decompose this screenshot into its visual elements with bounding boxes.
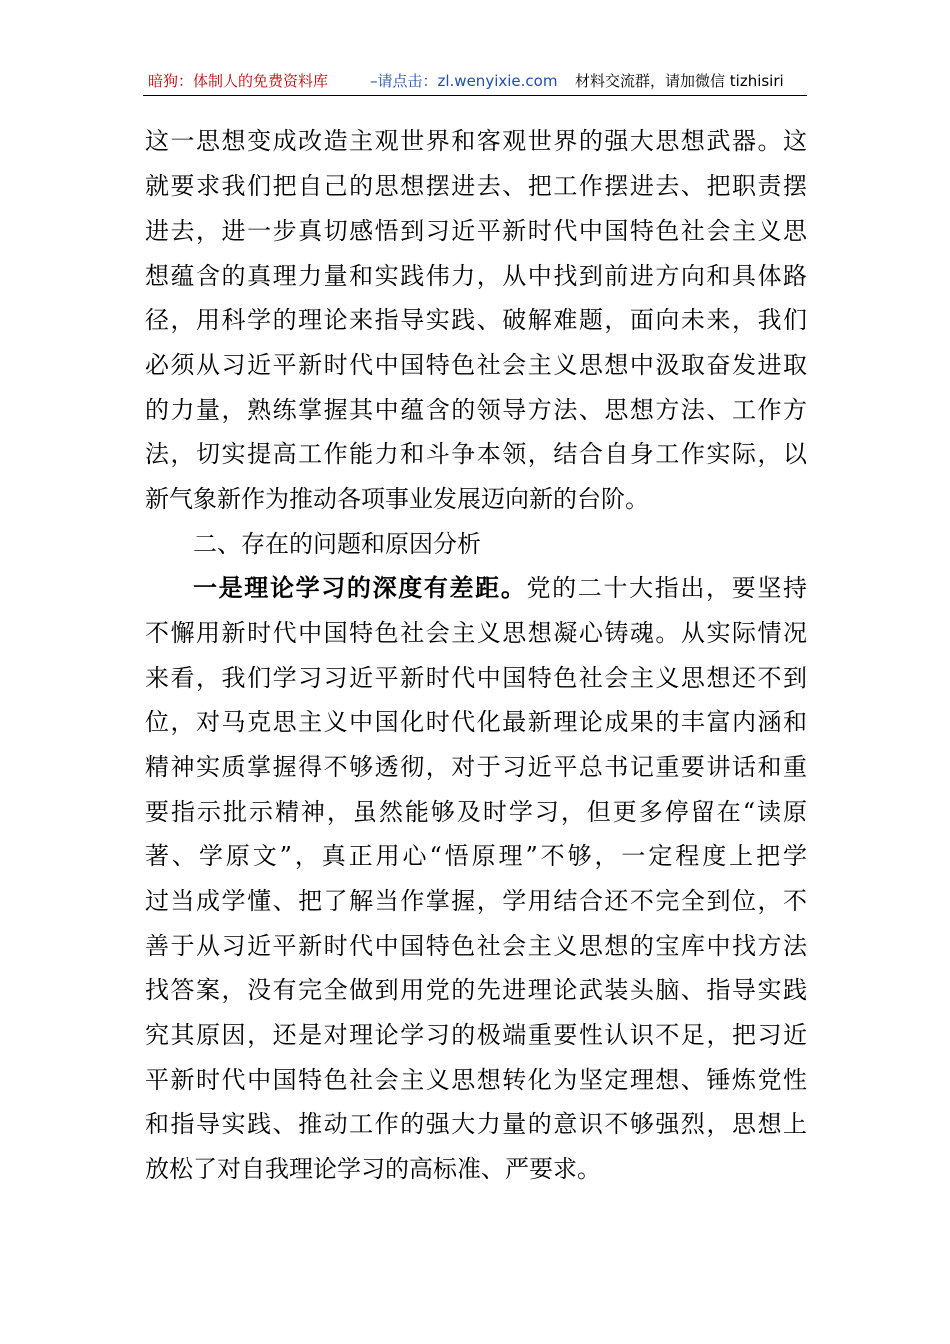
paragraph-line: 进去，进一步真切感悟到习近平新时代中国特色社会主义思	[145, 217, 807, 245]
section-heading: 二、存在的问题和原因分析	[193, 530, 481, 558]
header-link[interactable]: –请点击：zl.wenyixie.com	[370, 72, 558, 90]
paragraph-line: 善于从习近平新时代中国特色社会主义思想的宝库中找方法	[145, 932, 807, 960]
paragraph-line: 的力量，熟练掌握其中蕴含的领导方法、思想方法、工作方	[145, 396, 807, 424]
paragraph-line: 不懈用新时代中国特色社会主义思想凝心铸魂。从实际情况	[145, 619, 807, 647]
paragraph-line: 究其原因，还是对理论学习的极端重要性认识不足，把习近	[145, 1021, 807, 1049]
paragraph-line: 这一思想变成改造主观世界和客观世界的强大思想武器。这	[145, 127, 807, 155]
paragraph-line: 法，切实提高工作能力和斗争本领，结合自身工作实际，以	[145, 440, 807, 468]
header-divider	[143, 95, 807, 96]
paragraph-line: 平新时代中国特色社会主义思想转化为坚定理想、锤炼党性	[145, 1066, 807, 1094]
paragraph-first-line	[193, 566, 807, 610]
paragraph-line: 位，对马克思主义中国化时代化最新理论成果的丰富内涵和	[145, 708, 807, 736]
paragraph-line: 径，用科学的理论来指导实践、破解难题，面向未来，我们	[145, 306, 807, 334]
paragraph-line: 必须从习近平新时代中国特色社会主义思想中汲取奋发进取	[145, 351, 807, 379]
paragraph-line: 精神实质掌握得不够透彻，对于习近平总书记重要讲话和重	[145, 753, 807, 781]
paragraph-line: 要指示批示精神，虽然能够及时学习，但更多停留在“读原	[145, 798, 807, 826]
page-header	[0, 68, 950, 94]
lead-bold-phrase: 一是理论学习的深度有差距。	[193, 574, 527, 602]
paragraph-line: 放松了对自我理论学习的高标准、严要求。	[145, 1155, 601, 1183]
paragraph-line: 过当成学懂、把了解当作掌握，学用结合还不完全到位，不	[145, 887, 807, 915]
paragraph-line: 来看，我们学习习近平新时代中国特色社会主义思想还不到	[145, 664, 807, 692]
paragraph-line: 和指导实践、推动工作的强大力量的意识不够强烈，思想上	[145, 1110, 807, 1138]
paragraph-line: 就要求我们把自己的思想摆进去、把工作摆进去、把职责摆	[145, 172, 807, 200]
header-wechat-note: 材料交流群，请加微信 tizhisiri	[575, 72, 784, 90]
header-site-name: 暗狗：体制人的免费资料库	[148, 72, 329, 90]
paragraph-line: 想蕴含的真理力量和实践伟力，从中找到前进方向和具体路	[145, 262, 807, 290]
paragraph-line: 找答案，没有完全做到用党的先进理论武装头脑、指导实践	[145, 976, 807, 1004]
first-line-text: 党的二十大指出，要坚持	[526, 574, 808, 602]
paragraph-line: 新气象新作为推动各项事业发展迈向新的台阶。	[145, 485, 649, 513]
paragraph-line: 著、学原文”，真正用心“悟原理”不够，一定程度上把学	[145, 842, 807, 870]
